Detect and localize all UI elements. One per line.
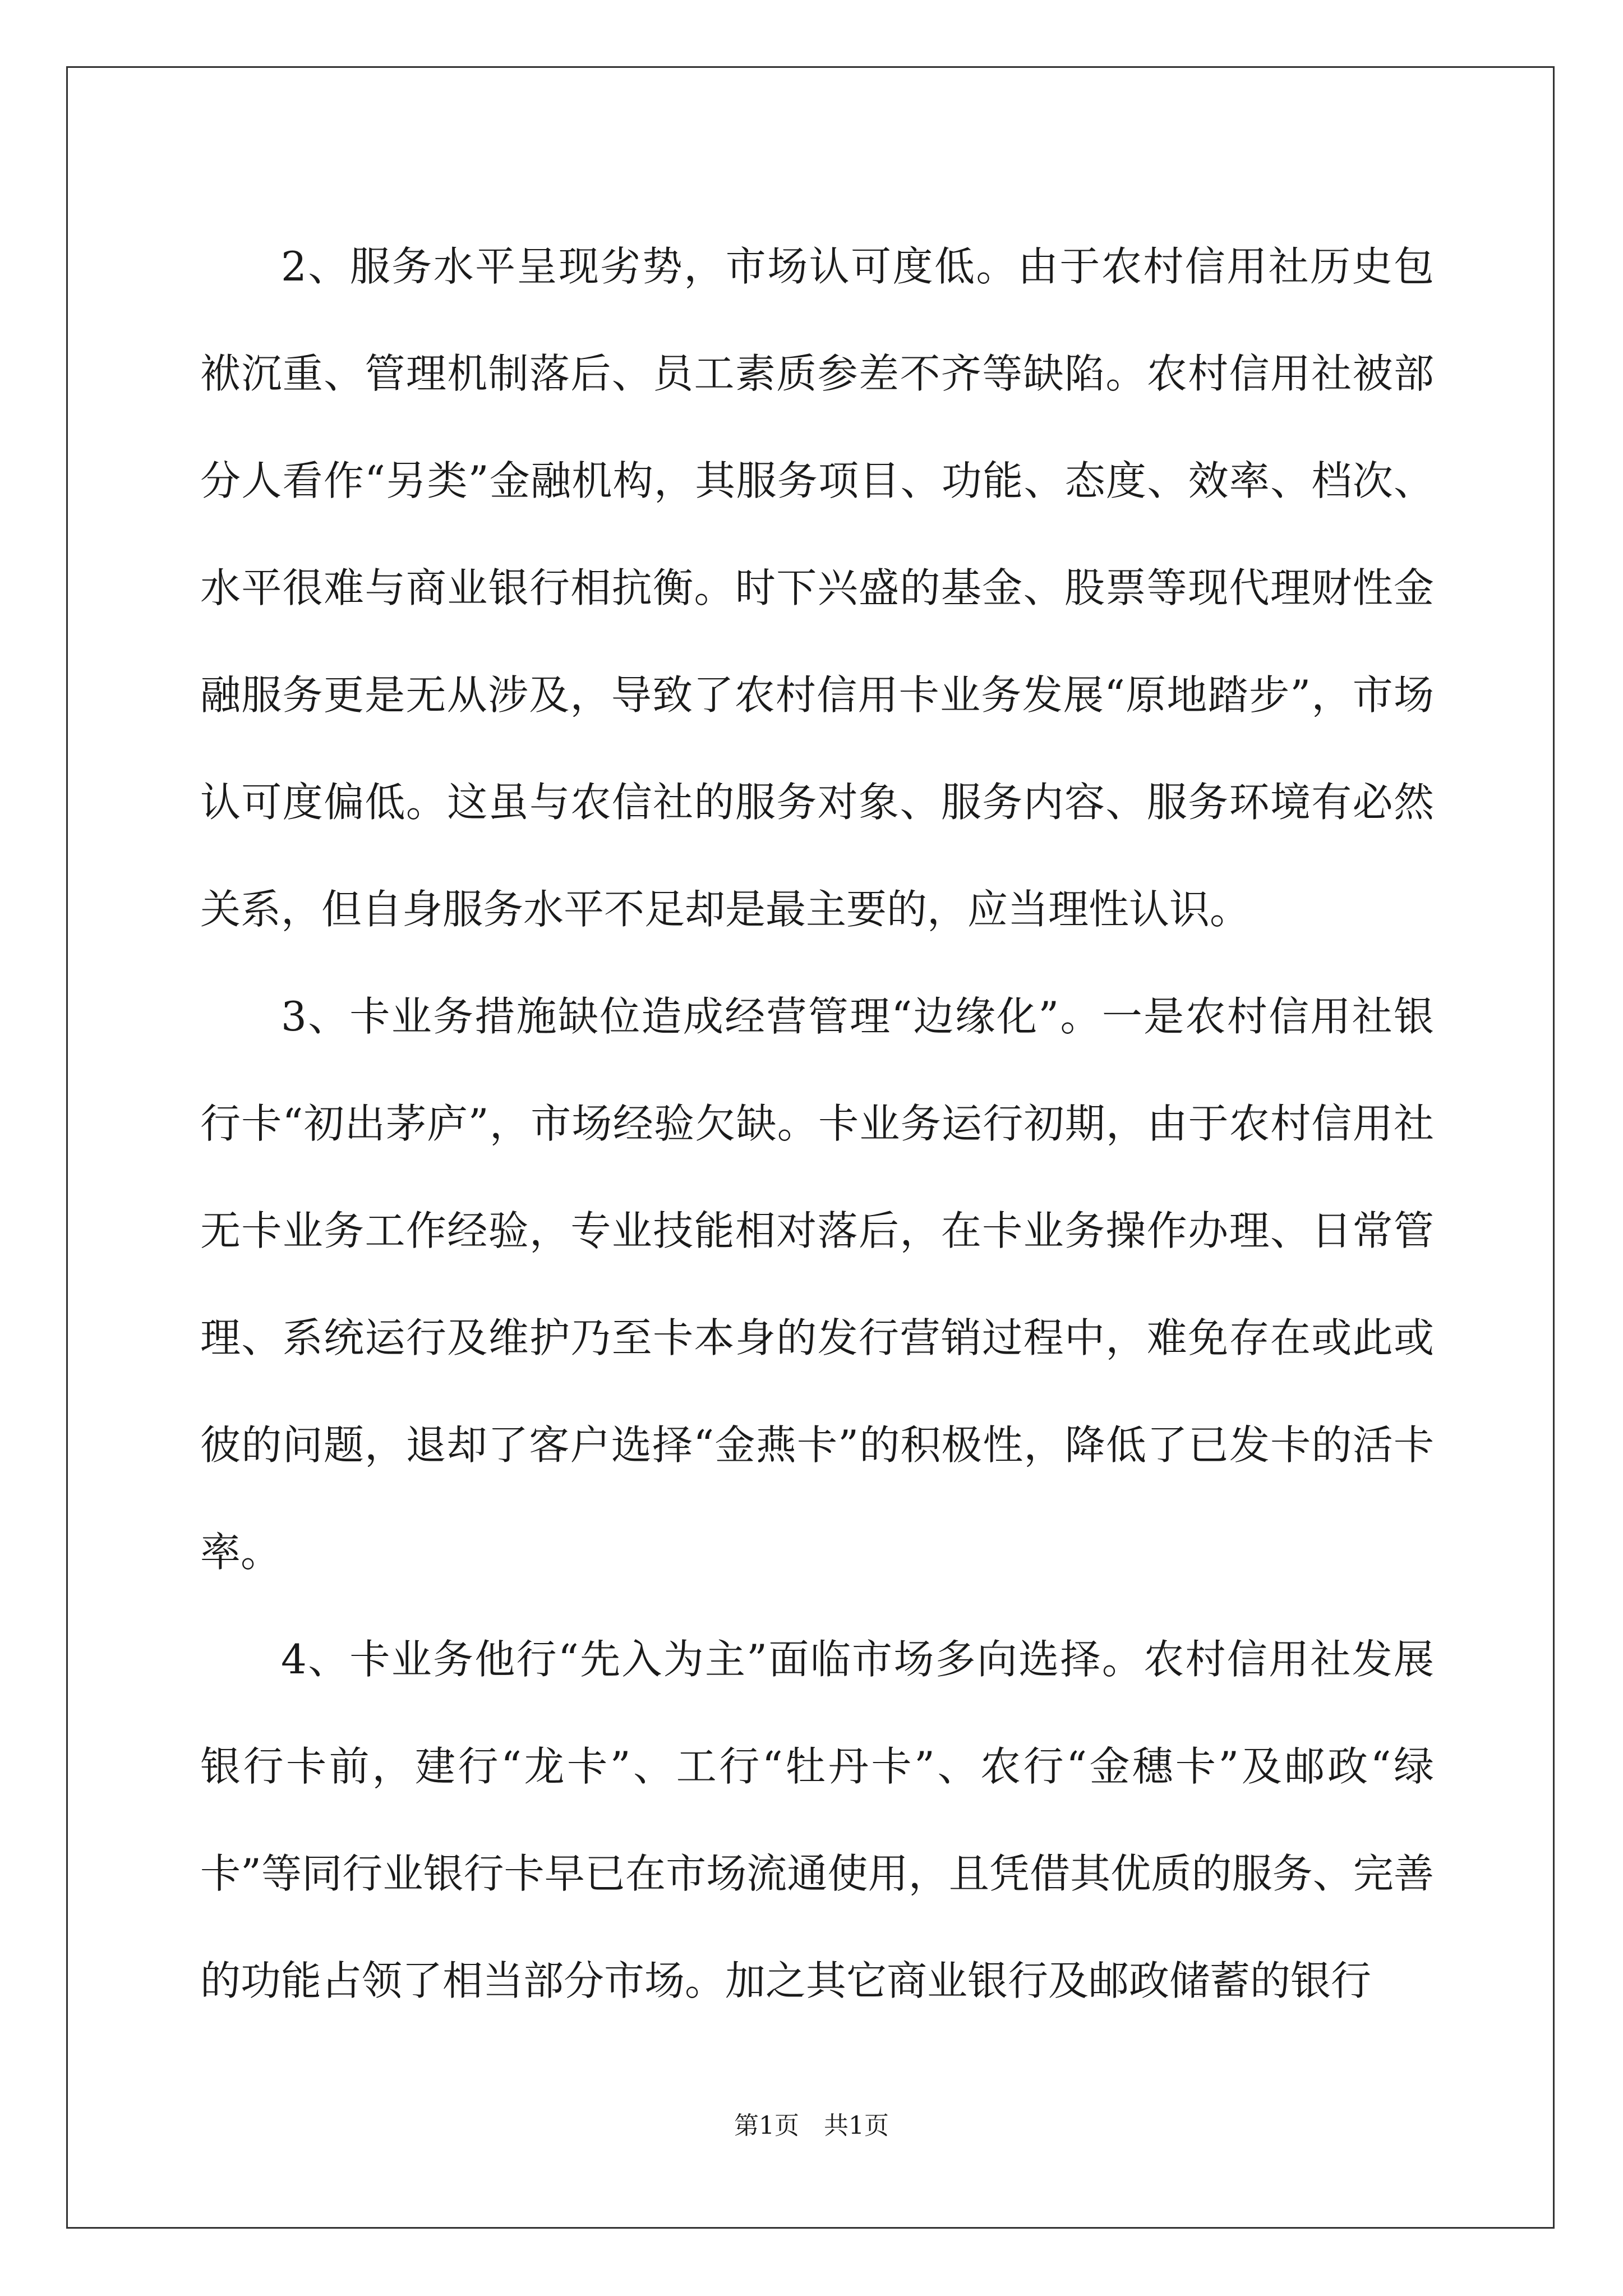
- paragraph-service-level: 2、服务水平呈现劣势，市场认可度低。由于农村信用社历史包袱沉重、管理机制落后、员工素质参差不齐等缺陷。农村信用社被部分人看作“另类”金融机构，其服务项目、功能、态度、效率、档次、水平很难与商业银行相抗衡。时下兴盛的基金、股票等现代理财性金融服务更是无从涉及，导致了农村信用卡业务发展“原地踏步”，市场认可度偏低。这虽与农信社的服务对象、服务内容、服务环境有必然关系，但自身服务水平不足却是最主要的，应当理性认识。: [200, 243, 1434, 933]
- paragraph-card-measures: 3、卡业务措施缺位造成经营管理“边缘化”。一是农村信用社银行卡“初出茅庐”，市场经验欠缺。卡业务运行初期，由于农村信用社无卡业务工作经验，专业技能相对落后，在卡业务操作办理、日常管理、系统运行及维护乃至卡本身的发行营销过程中，难免存在或此或彼的问题，退却了客户选择“金燕卡”的积极性，降低了已发卡的活卡率。: [200, 993, 1434, 1576]
- paragraph-market-competition: 4、卡业务他行“先入为主”面临市场多向选择。农村信用社发展银行卡前，建行“龙卡”、工行“牡丹卡”、农行“金穗卡”及邮政“绿卡”等同行业银行卡早已在市场流通使用，且凭借其优质的服务、完善的功能占领了相当部分市场。加之其它商业银行及邮政储蓄的银行: [200, 1636, 1434, 2004]
- page-footer: 第1页 共1页: [734, 2111, 889, 2140]
- document-body: [200, 213, 1434, 2035]
